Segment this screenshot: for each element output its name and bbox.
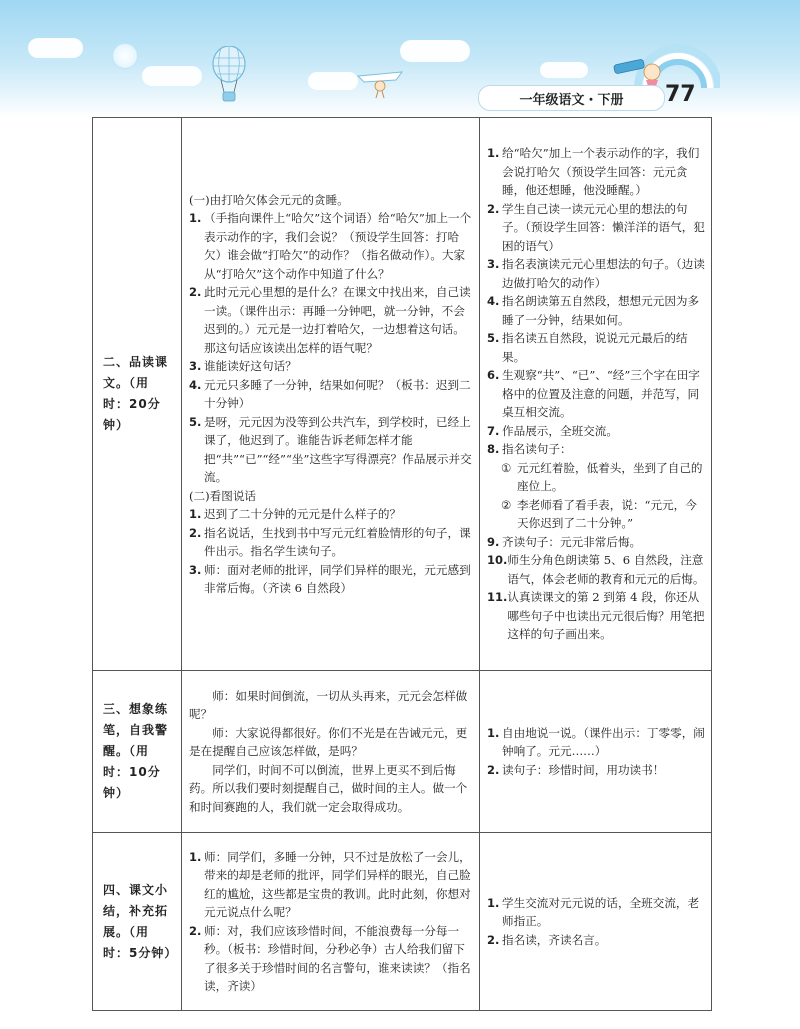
telescope-icon (612, 56, 662, 86)
list-item: 3. 师：面对老师的批评，同学们异样的眼光，元元感到非常后悔。（齐读 6 自然段） (189, 562, 471, 595)
list-item: 5. 是呀，元元因为没等到公共汽车，到学校时，已经上课了，他迟到了。谁能告诉老师怎样才能把“共”“已”“经”“坐”这些字写得漂亮？作品展示并交流。 (189, 414, 472, 484)
sub-item: ② 李老师看了看手表，说：“元元，今天你迟到了二十分钟。” (501, 497, 697, 531)
student-activity-cell (480, 118, 712, 671)
list-item: 5. 指名读五自然段，说说元元最后的结果。 (487, 331, 688, 364)
student-activity-cell (480, 671, 712, 833)
sub-item: ① 元元红着脸，低着头，坐到了自己的座位上。 (501, 460, 703, 494)
cloud (540, 62, 588, 78)
list-item: 2. 此时元元心里想的是什么？在课文中找出来，自己读一读。（课件出示：再睡一分钟吧，就一分钟，不会迟到的。）元元是一边打着哈欠，一边想着这句话。那这句话应该读出怎样的语气呢？ (189, 285, 471, 355)
list-item: 2. 指名说话，生找到书中写元元红着脸情形的句子，课件出示。指名学生读句子。 (189, 525, 471, 558)
table-row (93, 118, 712, 671)
book-title-banner (478, 85, 665, 111)
cloud (28, 38, 83, 58)
paragraph: 师：如果时间倒流，一切从头再来，元元会怎样做呢？ (189, 688, 468, 722)
lesson-plan-table (92, 117, 712, 1011)
list-item: 3. 谁能读好这句话？ (189, 359, 297, 373)
table-row (93, 833, 712, 1011)
hot-air-balloon-icon (210, 46, 248, 104)
student-activity-cell (480, 833, 712, 1011)
sun (112, 43, 138, 69)
list-item: 9. 齐读句子：元元非常后悔。 (487, 534, 642, 549)
stage-label: 二、品读课文。（用时：20分钟） (103, 355, 169, 432)
paragraph: 同学们，时间不可以倒流，世界上更买不到后悔药。所以我们要时刻提醒自己，做时间的主人。做一个和时间赛跑的人，我们就一定会取得成功。 (189, 762, 468, 814)
list-item: 2. 指名读，齐读名言。 (487, 932, 607, 947)
list-item: 11. 认真读课文的第 2 到第 4 段，你还从哪些句子中也读出元元很后悔？用笔把这样的句子画出来。 (487, 590, 705, 642)
paragraph: 师：大家说得都很好。你们不光是在告诫元元，更是在提醒自己应该怎样做，是吗？ (189, 725, 468, 759)
book-title: 一年级语文・下册 (519, 92, 624, 108)
list-item: 6. 生观察“共”、“已”、“经”三个字在田字格中的位置及注意的问题，并范写，同桌互相交流。 (487, 368, 700, 420)
teacher-activity-cell (182, 833, 480, 1011)
table-row (93, 671, 712, 833)
list-item: 2. 师：对，我们应该珍惜时间，不能浪费每一分每一秒。（板书：珍惜时间，分秒必争）古人给我们留下了很多关于珍惜时间的名言警句，谁来读读？（指名读，齐读） (189, 923, 471, 993)
teacher-activity-cell (182, 118, 480, 671)
list-item: 8. 指名读句子： (487, 442, 572, 457)
list-item: 10. 师生分角色朗读第 5、6 自然段，注意语气，体会老师的教育和元元的后悔。 (487, 553, 705, 586)
list-item: 7. 作品展示，全班交流。 (487, 423, 618, 438)
list-item: 4. 指名朗读第五自然段，想想元元因为多睡了一分钟，结果如何。 (487, 294, 700, 327)
list-item: 2. 读句子：珍惜时间，用功读书！ (487, 762, 665, 777)
cloud (400, 40, 470, 62)
glider-icon (356, 66, 404, 100)
cloud (308, 72, 358, 90)
stage-label: 三、想象练笔，自我警醒。（用时：10分钟） (103, 702, 169, 800)
stage-cell (93, 118, 182, 671)
list-item: 4. 元元只多睡了一分钟，结果如何呢？（板书：迟到二十分钟） (189, 377, 471, 410)
page-number: 77 (665, 82, 696, 107)
list-item: 3. 指名表演读元元心里想法的句子。（边读边做打哈欠的动作） (487, 257, 705, 290)
list-item: 1. 自由地说一说。（课件出示：丁零零，闹钟响了。元元……） (487, 725, 705, 759)
stage-cell (93, 671, 182, 833)
teacher-activity-cell (182, 671, 480, 833)
list-item: 1. 学生交流对元元说的话，全班交流，老师指正。 (487, 895, 700, 929)
section-heading: (一)由打哈欠体会元元的贪睡。 (189, 192, 349, 207)
list-item: 1. 给“哈欠”加上一个表示动作的字，我们会说打哈欠（预设学生回答：元元贪睡，他还想睡，他没睡醒。） (487, 146, 700, 198)
section-heading: (二)看图说话 (189, 488, 257, 503)
stage-label: 四、课文小结，补充拓展。（用时：5分钟） (103, 882, 178, 960)
list-item: 2. 学生自己读一读元元心里的想法的句子。（预设学生回答：懒洋洋的语气，犯困的语气） (487, 201, 705, 253)
list-item: 1. 迟到了二十分钟的元元是什么样子的？ (189, 507, 402, 521)
list-item: 1. （手指向课件上“哈欠”这个词语）给“哈欠”加上一个表示动作的字，我们会说？（预设学生回答：打哈欠）谁会做“打哈欠”的动作？（指名做动作）。大家从“打哈欠”这个动作中知道了什么？ (189, 211, 472, 281)
cloud (142, 66, 202, 86)
stage-cell (93, 833, 182, 1011)
list-item: 1. 师：同学们，多睡一分钟，只不过是放松了一会儿，带来的却是老师的批评，同学们异样的眼光，自己脸红的尴尬，这些都是宝贵的教训。此时此刻，你想对元元说点什么呢？ (189, 849, 471, 919)
